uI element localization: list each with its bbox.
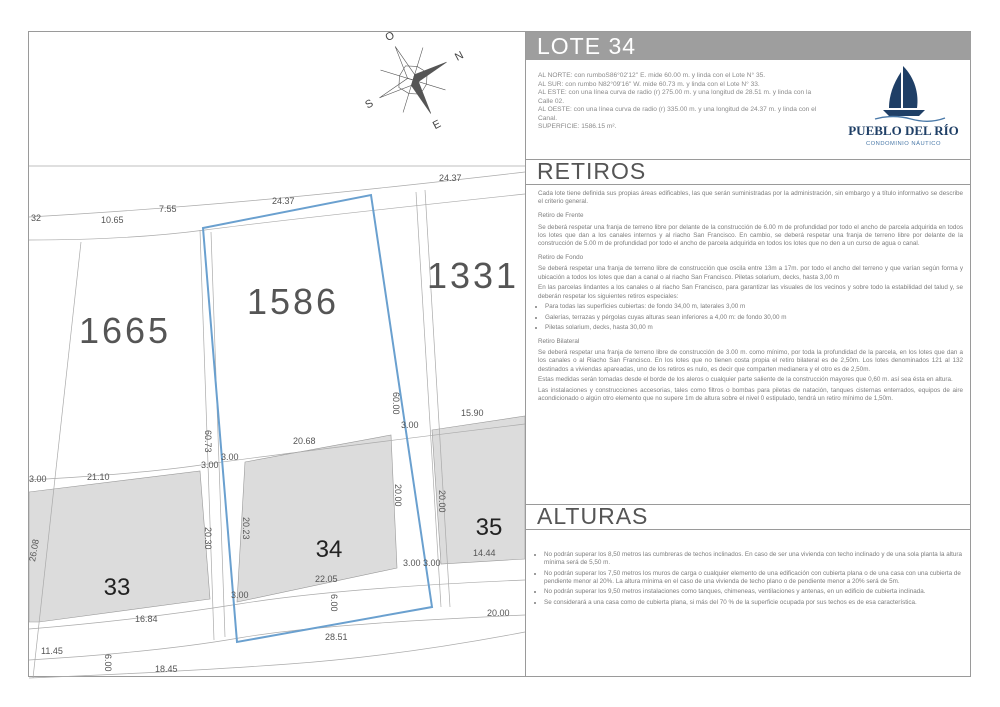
retiros-heading-bar	[526, 159, 971, 185]
dimension-label: 20.00	[437, 490, 447, 513]
pueblo-del-rio-logo	[841, 64, 966, 159]
retiro-bilateral-title: Retiro Bilateral	[538, 338, 580, 346]
dimension-label: 3.00	[423, 558, 441, 568]
retiros-intro: Cada lote tiene definida sus propias áreas edificables, las que serán suministradas por la administración, sin embargo y a título informativo se describe el criterio general.	[538, 190, 963, 206]
compass-south: S	[363, 97, 376, 112]
list-item: • Se considerará a una casa como de cubierta plana, si más del 70 % de la superficie ocupada por sus techos es de esa característica.	[544, 599, 972, 607]
retiro-frente-text: Se deberá respetar una franja de terreno libre por delante de la construcción de 6.00 m de profundidad por todo el ancho de parcela adquirida en todos los lotes que dan a los canales internos y al riacho San Francisco. En cambio, se deberá respetar una franja de terreno libre por delante de la construcción de 5.00 m de profundidad por todo el ancho de parcela adquirida en todos los lotes que no den a un curso de agua o canal.	[538, 223, 963, 248]
alturas-heading: ALTURAS	[537, 503, 649, 529]
dimension-label: 3.00	[403, 558, 421, 568]
boundary-north: AL NORTE: con rumboS86°02'12'' E. mide 60.00 m. y linda con el Lote N° 35.	[538, 72, 766, 79]
lot-number-33: 33	[103, 574, 131, 601]
dimension-label: 6.00	[103, 654, 113, 672]
sailboat-icon	[841, 64, 966, 122]
retiro-instalaciones-text: Las instalaciones y construcciones accesorias, tales como filtros o bombas para piletas de natación, tanques cisternas enterrados, equipos de aire acondicionado o algún otro elemento que no supere 1m de altura sobre el nivel 0 estipulado, tendrá un retiro mínimo de 1,50m.	[538, 387, 963, 403]
dimension-label: 6.00	[329, 594, 339, 612]
retiros-heading: RETIROS	[537, 158, 647, 184]
dimension-label: 32	[31, 213, 42, 223]
list-item: • No podrán superar los 9,50 metros instalaciones como tanques, chimeneas, ventilaciones y antenas, en un edificio de cubierta inclinada.	[544, 588, 972, 596]
logo-name: PUEBLO DEL RÍO	[848, 123, 959, 138]
dimension-label: 21.10	[87, 472, 110, 482]
dimension-label: 26.08	[27, 538, 41, 563]
dimension-label: 20.00	[393, 484, 403, 507]
retiro-bilateral-text: Se deberá respetar una franja de terreno libre de construcción de 3.00 m. como mínimo, por toda la profundidad de la parcela, en los lotes que dan a los canales o al Riacho San Francisco. En los lotes que no tienen costa propia el retiro bilateral es de 2,50m. Los lotes denominados 121 al 132 destinados a viviendas apareadas, uno de los retiros es nulo, es decir que comparten medianera y el otro es de 2,50m.	[538, 349, 963, 373]
lote-title: LOTE 34	[537, 33, 637, 59]
dimension-label: 20.00	[487, 608, 510, 618]
list-item: • Para todas las superficies cubiertas: de fondo 34,00 m, laterales 3,00 m	[545, 303, 963, 311]
lot-surface: SUPERFICIE: 1586.15 m².	[538, 123, 617, 130]
boundary-west: AL OESTE: con una línea curva de radio (r) 335.00 m. y una longitud de 24.37 m. y linda con el Canal.	[538, 106, 817, 122]
lot-boundaries	[538, 72, 823, 132]
dimension-label: 60.73	[203, 430, 213, 453]
dimension-label: 3.00	[231, 590, 249, 600]
dimension-label: 18.45	[155, 664, 178, 674]
dimension-label: 16.84	[135, 614, 158, 624]
dimension-label: 28.51	[325, 632, 348, 642]
dimension-label: 20.68	[293, 436, 316, 446]
dimension-label: 3.00	[201, 460, 219, 470]
lot-area-1331: 1331	[426, 255, 520, 296]
retiro-medidas-text: Estas medidas serán tomadas desde el borde de los aleros o cualquier parte saliente de la construcción mayores que 0,60 m. así sea ésta en altura.	[538, 376, 953, 384]
alturas-heading-bar	[526, 504, 971, 530]
retiro-frente-title: Retiro de Frente	[538, 212, 584, 220]
compass-rose	[340, 5, 489, 155]
compass-west: O	[383, 29, 397, 45]
list-item: • No podrán superar los 8,50 metros las cumbreras de techos inclinados. En caso de ser una vivienda con techo inclinado y de una sola planta la altura mínima será de 5,50 m.	[544, 551, 972, 567]
dimension-label: 20.30	[203, 527, 213, 550]
lot-area-1665: 1665	[78, 310, 172, 351]
dimension-label: 22.05	[315, 574, 338, 584]
lot-plan	[27, 29, 525, 676]
dimension-label: 60.00	[391, 392, 401, 415]
dimension-label: 14.44	[473, 548, 496, 558]
compass-north: N	[453, 49, 466, 64]
dimension-label: 3.00	[221, 452, 239, 462]
info-panel	[525, 32, 970, 676]
dimension-label: 3.00	[401, 420, 419, 430]
retiro-fondo-text-1: Se deberá respetar una franja de terreno libre de construcción que oscila entre 13m a 17m. por todo el ancho del terreno y que varían según forma y ubicación a todos los lotes que dan a canal o al riacho San Francisco. Piletas solarium, decks, hasta 3,00 m	[538, 265, 963, 281]
alturas-list	[536, 551, 972, 609]
list-item: • Piletas solarium, decks, hasta 30,00 m	[545, 324, 963, 332]
logo-subtitle: CONDOMINIO NÁUTICO	[865, 141, 942, 147]
boundary-south: AL SUR: con rumbo N82°09'16'' W. mide 60.73 m. y linda con el Lote N° 33.	[538, 80, 760, 88]
dimension-label: 20.23	[241, 517, 251, 540]
retiros-body	[538, 190, 963, 406]
dimension-label: 11.45	[41, 646, 63, 656]
lot-number-35: 35	[475, 514, 503, 541]
lot-plan-drawing	[27, 29, 525, 676]
dimension-label: 15.90	[461, 408, 484, 418]
plan-sheet	[28, 31, 971, 677]
boundary-east: AL ESTE: con una línea curva de radio (r) 275.00 m. y una longitud de 28.51 m. y linda con la Calle 02.	[538, 89, 812, 105]
dimension-label: 7.55	[159, 204, 177, 214]
retiro-fondo-list	[538, 303, 963, 332]
lot-number-34: 34	[315, 536, 343, 563]
lot-area-1586: 1586	[246, 281, 340, 322]
dimension-label: 24.37	[272, 196, 295, 206]
retiro-fondo-text-2: En las parcelas lindantes a los canales o al riacho San Francisco, para garantizar las visuales de los vecinos y sobre todo la estabilidad del talud y, se deberán respetar los siguientes retiros especiales:	[538, 284, 963, 300]
lote-title-band	[526, 32, 971, 60]
compass-east: E	[430, 118, 444, 133]
list-item: • No podrán superar los 7,50 metros los muros de carga o cualquier elemento de una edificación con cubierta plana o de una casa con una cubierta de pendiente menor al 20%. La altura mínima en el caso de una vivienda de techo plano o de pendiente menor a 20% será de 5m.	[544, 570, 972, 586]
dimension-label: 3.00	[29, 474, 47, 484]
retiro-fondo-title: Retiro de Fondo	[538, 254, 584, 262]
dimension-label: 24.37	[439, 173, 462, 183]
list-item: • Galerías, terrazas y pérgolas cuyas alturas sean inferiores a 4,00 m: de fondo 30,00 m	[545, 314, 963, 322]
dimension-label: 10.65	[101, 215, 124, 225]
